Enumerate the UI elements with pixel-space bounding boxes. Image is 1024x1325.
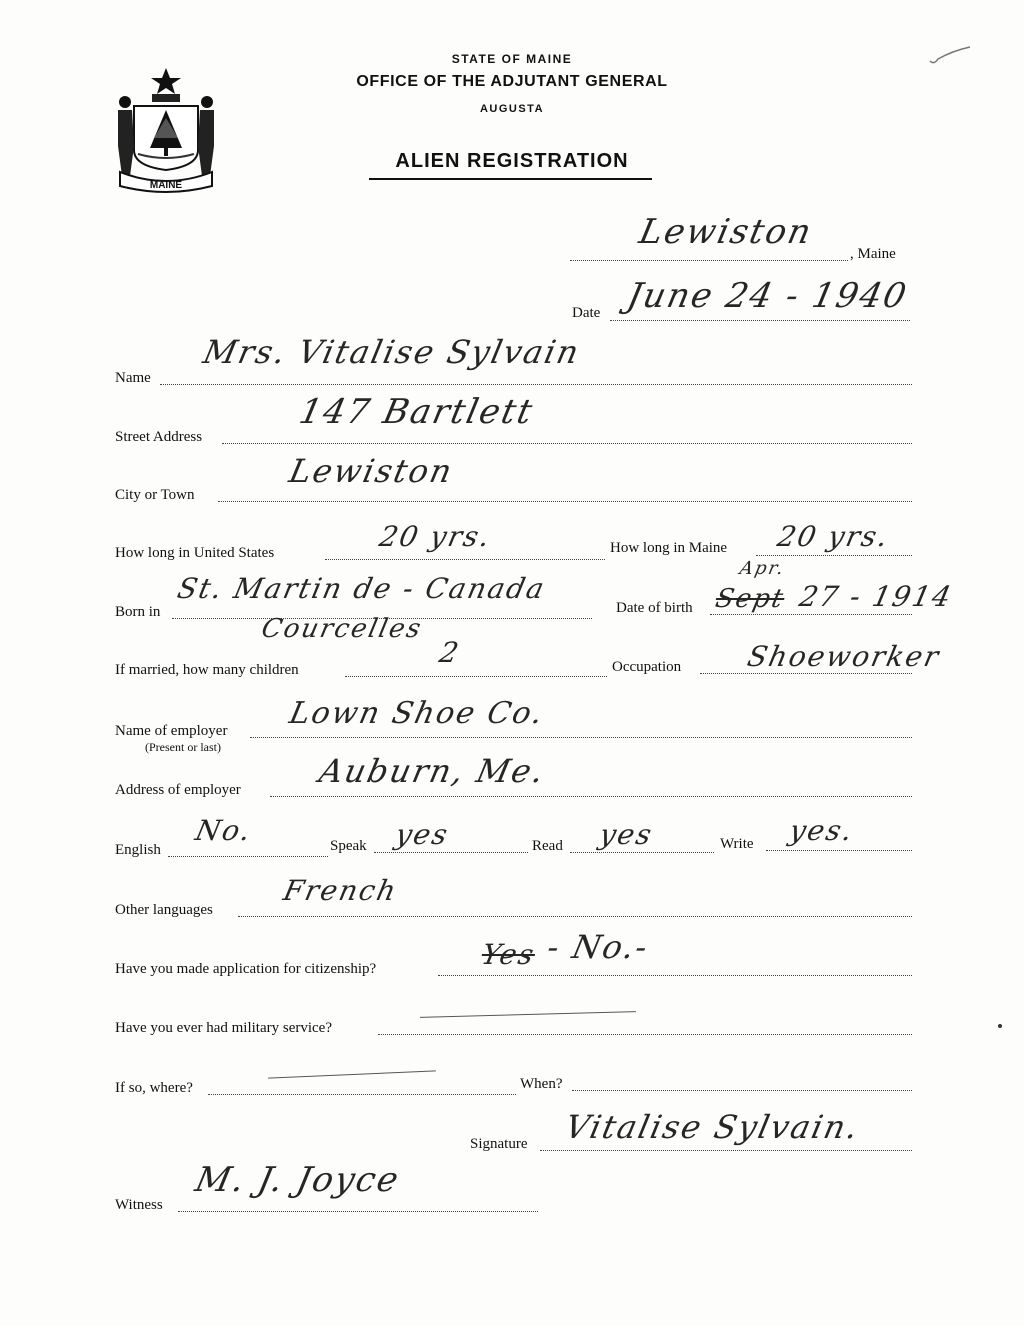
maine-label: , Maine (850, 246, 896, 262)
us-duration-label: How long in United States (115, 545, 275, 561)
when-line (572, 1090, 912, 1091)
children-line (345, 676, 607, 677)
city-heading: AUGUSTA (479, 103, 545, 115)
english-value: No. (192, 814, 256, 847)
where-dash-stroke (268, 1070, 436, 1078)
children-value: 2 (436, 636, 464, 669)
name-value: Mrs. Vitalise Sylvain (199, 333, 584, 371)
occupation-line (700, 673, 912, 674)
title-underline (369, 178, 652, 180)
maine-duration-line (756, 555, 912, 556)
speak-label: Speak (330, 838, 367, 854)
street-value: 147 Bartlett (295, 392, 538, 432)
name-line (160, 384, 912, 385)
town-value: Lewiston (635, 212, 817, 252)
born-value-line2: Courcelles (258, 614, 426, 644)
citizenship-struck-value: Yes (478, 938, 539, 971)
us-duration-line (325, 559, 605, 560)
street-label: Street Address (115, 429, 203, 445)
occupation-value: Shoeworker (744, 640, 944, 673)
military-line (378, 1034, 912, 1035)
citizenship-line (438, 975, 912, 976)
form-title: ALIEN REGISTRATION (395, 150, 629, 172)
signature-label: Signature (470, 1136, 528, 1152)
dob-correction-value: Apr. (737, 558, 788, 579)
dob-value: 27 - 1914 (796, 580, 956, 613)
read-value: yes (596, 818, 657, 851)
state-heading: STATE OF MAINE (451, 52, 573, 66)
street-line (222, 443, 912, 444)
write-value: yes. (786, 814, 858, 847)
speak-value: yes (392, 818, 453, 851)
when-label: When? (520, 1076, 563, 1092)
speak-line (374, 852, 528, 853)
employer-address-line (270, 796, 912, 797)
dob-label: Date of birth (616, 600, 693, 616)
english-label: English (115, 842, 161, 858)
employer-label: Name of employer (115, 723, 228, 739)
employer-sublabel: (Present or last) (145, 740, 221, 754)
english-line (168, 856, 328, 857)
name-label: Name (115, 370, 151, 386)
employer-value: Lown Shoe Co. (286, 696, 548, 731)
where-line (208, 1094, 516, 1095)
children-label: If married, how many children (115, 662, 299, 678)
city-value: Lewiston (285, 452, 458, 490)
employer-address-label: Address of employer (115, 782, 241, 798)
us-duration-value: 20 yrs. (376, 520, 495, 553)
born-label: Born in (115, 604, 161, 620)
languages-line (238, 916, 912, 917)
town-line (570, 260, 848, 261)
office-heading: OFFICE OF THE ADJUTANT GENERAL (356, 73, 668, 90)
citizenship-label: Have you made application for citizenship? (115, 961, 377, 977)
maine-duration-value: 20 yrs. (774, 520, 893, 553)
where-label: If so, where? (115, 1080, 193, 1096)
city-line (218, 501, 912, 502)
military-label: Have you ever had military service? (115, 1020, 332, 1036)
military-dash-stroke (420, 1011, 636, 1018)
date-line (610, 320, 910, 321)
dob-struck-value: Sept (712, 584, 788, 614)
born-value: St. Martin de - Canada (174, 572, 549, 605)
employer-line (250, 737, 912, 738)
dob-line (710, 614, 912, 615)
occupation-label: Occupation (612, 659, 682, 675)
city-label: City or Town (115, 487, 195, 503)
signature-value: Vitalise Sylvain. (561, 1108, 864, 1146)
signature-line (540, 1150, 912, 1151)
write-line (766, 850, 912, 851)
date-value: June 24 - 1940 (623, 276, 912, 316)
citizenship-value: - No.- (543, 928, 653, 966)
witness-value: M. J. Joyce (191, 1160, 404, 1200)
maine-duration-label: How long in Maine (610, 540, 728, 556)
read-line (570, 852, 714, 853)
witness-line (178, 1211, 538, 1212)
seal-banner-text: MAINE (149, 180, 183, 191)
read-label: Read (532, 838, 563, 854)
employer-address-value: Auburn, Me. (315, 752, 549, 790)
margin-mark (998, 1024, 1002, 1028)
write-label: Write (720, 836, 754, 852)
languages-value: French (280, 874, 401, 907)
languages-label: Other languages (115, 902, 213, 918)
date-label: Date (572, 305, 601, 321)
witness-label: Witness (115, 1197, 163, 1213)
